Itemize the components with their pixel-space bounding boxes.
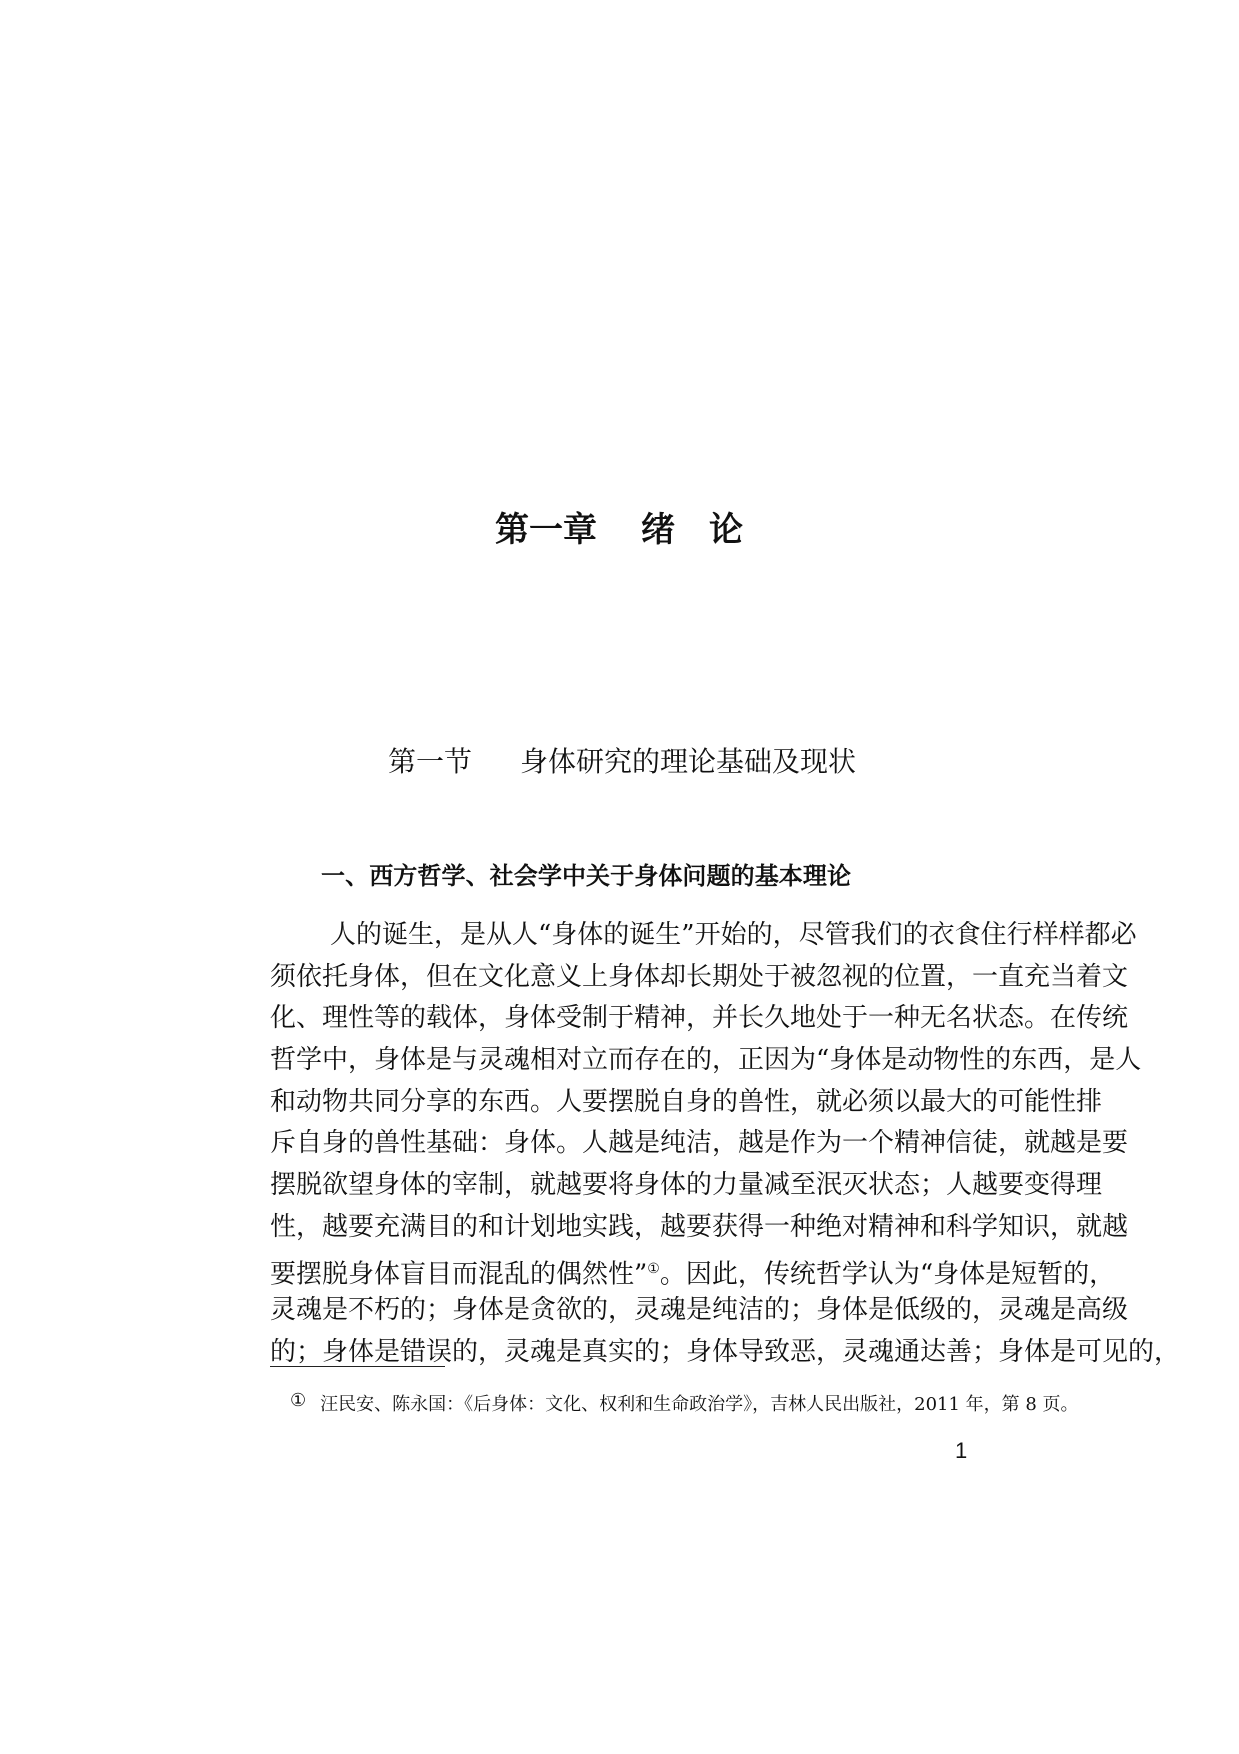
chapter-title: 绪 论 (641, 510, 743, 550)
footnote-divider (270, 1366, 445, 1367)
section-title: 身体研究的理论基础及现状 (519, 745, 856, 778)
line-text: 要摆脱身体盲目而混乱的偶然性” (270, 1259, 648, 1290)
paragraph-line: 哲学中，身体是与灵魂相对立而存在的，正因为“身体是动物性的东西，是人 (270, 1045, 1142, 1076)
paragraph-line: 灵魂是不朽的；身体是贪欲的，灵魂是纯洁的；身体是低级的，灵魂是高级 (270, 1295, 1129, 1326)
paragraph-line: 性，越要充满目的和计划地实践，越要获得一种绝对精神和科学知识，就越 (270, 1211, 1129, 1242)
paragraph-line: 的；身体是错误的，灵魂是真实的；身体导致恶，灵魂通达善；身体是可见的， (270, 1336, 1181, 1367)
line-text: 。因此，传统哲学认为“身体是短暂的， (659, 1259, 1116, 1290)
footnote-marker: ① (290, 1390, 307, 1411)
chapter-number: 第一章 (495, 510, 597, 550)
paragraph-line: 和动物共同分享的东西。人要摆脱自身的兽性，就必须以最大的可能性排 (270, 1086, 1103, 1117)
footnote-text: 汪民安、陈永国：《后身体：文化、权利和生命政治学》，吉林人民出版社，2011 年，第 8 页。 (320, 1394, 1079, 1415)
paragraph-line (270, 1249, 1116, 1291)
section-heading (388, 740, 856, 780)
page-number: 1 (955, 1438, 968, 1463)
footnote (290, 1390, 1079, 1416)
paragraph-line: 摆脱欲望身体的宰制，就越要将身体的力量减至泯灭状态；人越要变得理 (270, 1170, 1103, 1201)
section-number: 第一节 (388, 745, 473, 778)
footnote-reference[interactable]: ① (647, 1260, 660, 1277)
paragraph-line: 斥自身的兽性基础：身体。人越是纯洁，越是作为一个精神信徒，就越是要 (270, 1128, 1129, 1159)
paragraph-line: 人的诞生，是从人“身体的诞生”开始的，尽管我们的衣食住行样样都必 (330, 920, 1137, 950)
paragraph-line: 化、理性等的载体，身体受制于精神，并长久地处于一种无名状态。在传统 (270, 1003, 1129, 1034)
body-paragraph (270, 915, 1181, 1374)
chapter-heading (495, 502, 743, 551)
paragraph-line: 须依托身体，但在文化意义上身体却长期处于被忽视的位置，一直充当着文 (270, 961, 1129, 992)
subheading: 一、西方哲学、社会学中关于身体问题的基本理论 (321, 861, 851, 890)
